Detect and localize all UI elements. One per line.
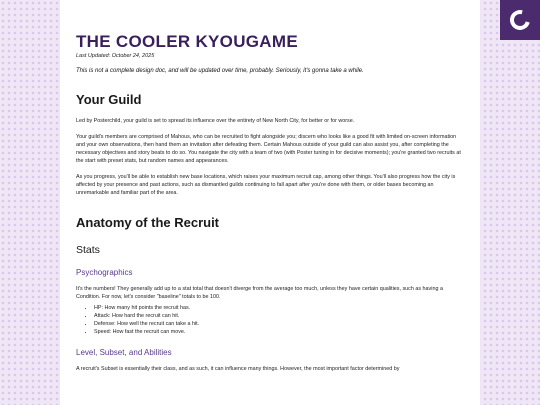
paragraph: Led by Posterchild, your guild is set to spread its influence over the entirety of New North City, for better or for worse. — [76, 118, 355, 124]
list-item: • HP: How many hit points the recruit has. — [94, 304, 464, 312]
paragraph: Your guild's members are comprised of Mahous, who can be recruited to fight alongside you; discern who looks like a good fit with limited on-screen information and your own observations, then hand them an invitation after defeating them. Certain Mahous outside of your guild can also assist you, after completing the necessary objectives and story beats to do so. You navigate the city with a team of two (with Poster tuning in for decisive moments); you're granted two recruits at the start with preset stats, but random names and appearances. — [76, 134, 461, 164]
ring-logo-icon — [506, 6, 533, 33]
last-updated: Last Updated: October 24, 2025 — [76, 53, 155, 59]
list-item: • Defense: How well the recruit can take a hit. — [94, 320, 464, 328]
paragraph: It's the numbers! They generally add up to a stat total that doesn't diverge from the average too much, unless they have certain qualities, such as having a Condition. For now, let's consider "baseline" totals to be 100. — [76, 286, 443, 300]
paragraph: A recruit's Subset is essentially their class, and as such, it can influence many things. However, the most important factor determined by — [76, 366, 400, 372]
subsubsection-heading-psychographics: Psychographics — [76, 268, 133, 277]
subsection-heading-stats: Stats — [76, 244, 100, 256]
section-heading-anatomy: Anatomy of the Recruit — [76, 215, 220, 230]
subsubsection-heading-level: Level, Subset, and Abilities — [76, 348, 172, 357]
list-item: • Attack: How hard the recruit can hit. — [94, 312, 464, 320]
list-item: • Speed: How fast the recruit can move. — [94, 328, 464, 336]
section-heading-your-guild: Your Guild — [76, 92, 142, 107]
halftone-background-right — [470, 0, 540, 405]
document-title: THE COOLER KYOUGAME — [76, 32, 298, 51]
intro-note: This is not a complete design doc, and will be updated over time, probably. Seriously, it's gonna take a while. — [76, 68, 364, 74]
site-logo-icon[interactable] — [500, 0, 540, 40]
document-page — [60, 0, 480, 405]
paragraph: As you progress, you'll be able to establish new base locations, which raises your maximum recruit cap, among other things. You'll also progress how the city is affected by your presence and past actions, such as dismantled guilds continuing to fall apart after you're done with them, or older bases becoming an unremarkable and familiar part of the area. — [76, 174, 456, 196]
stats-list — [76, 304, 464, 336]
